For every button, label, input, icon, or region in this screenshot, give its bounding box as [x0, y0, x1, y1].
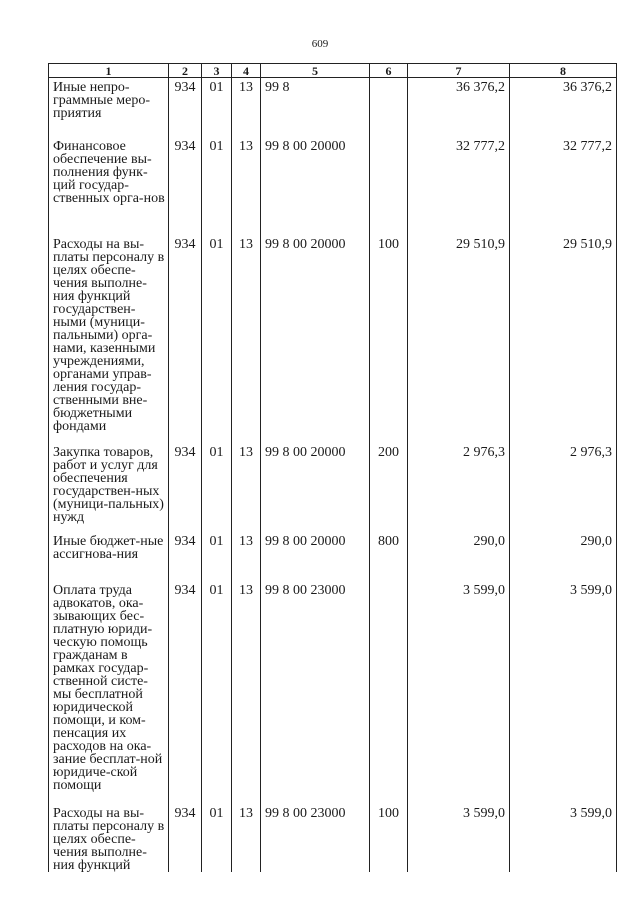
target-article-code: 99 8 00 20000	[261, 235, 370, 443]
section-code: 01	[202, 235, 232, 443]
expense-type-code: 100	[370, 235, 408, 443]
subsection-code: 13	[232, 235, 261, 443]
amount-col8: 36 376,2	[510, 78, 617, 138]
amount-col8: 32 777,2	[510, 137, 617, 235]
expense-type-code: 800	[370, 532, 408, 581]
row-name: Расходы на вы-платы персоналу в целях обеспе-чения выполне-ния функций государствен-ными (муници-пальными) орга-нами, казенными учреждениями, органами управ-ления государ-ственными вне-бюджетными фондами	[49, 235, 169, 443]
amount-col7: 36 376,2	[408, 78, 510, 138]
column-header: 2	[169, 64, 202, 78]
amount-col7: 32 777,2	[408, 137, 510, 235]
section-code: 01	[202, 532, 232, 581]
row-name: Оплата труда адвокатов, ока-зывающих бес-платную юриди-ческую помощь гражданам в рамках государ-ственной систе-мы бесплатной юридической помощи, и ком-пенсация их расходов на ока-зание бесплат-ной юридиче-ской помощи	[49, 581, 169, 804]
column-header: 8	[510, 64, 617, 78]
expense-type-code	[370, 581, 408, 804]
table-row	[49, 235, 617, 443]
column-header: 4	[232, 64, 261, 78]
row-name: Расходы на вы-платы персоналу в целях обеспе-чения выполне-ния функций	[49, 804, 169, 872]
section-code: 01	[202, 804, 232, 872]
table-row	[49, 443, 617, 532]
header-row	[49, 64, 617, 78]
target-article-code: 99 8 00 23000	[261, 581, 370, 804]
section-code: 01	[202, 137, 232, 235]
target-article-code: 99 8 00 23000	[261, 804, 370, 872]
column-header: 6	[370, 64, 408, 78]
section-code: 01	[202, 78, 232, 138]
budget-table	[48, 63, 617, 872]
table-row	[49, 804, 617, 872]
column-header: 5	[261, 64, 370, 78]
expense-type-code: 100	[370, 804, 408, 872]
amount-col7: 290,0	[408, 532, 510, 581]
target-article-code: 99 8	[261, 78, 370, 138]
amount-col8: 2 976,3	[510, 443, 617, 532]
row-name: Закупка товаров, работ и услуг для обеспечения государствен-ных (муници-пальных) нужд	[49, 443, 169, 532]
table-row	[49, 532, 617, 581]
row-name: Иные бюджет-ные ассигнова-ния	[49, 532, 169, 581]
target-article-code: 99 8 00 20000	[261, 532, 370, 581]
table-row	[49, 581, 617, 804]
subsection-code: 13	[232, 137, 261, 235]
column-header: 1	[49, 64, 169, 78]
target-article-code: 99 8 00 20000	[261, 137, 370, 235]
section-code: 01	[202, 581, 232, 804]
expense-type-code: 200	[370, 443, 408, 532]
ved-code: 934	[169, 581, 202, 804]
expense-type-code	[370, 137, 408, 235]
ved-code: 934	[169, 532, 202, 581]
column-header: 3	[202, 64, 232, 78]
subsection-code: 13	[232, 532, 261, 581]
ved-code: 934	[169, 443, 202, 532]
scan-edge	[0, 0, 6, 905]
amount-col7: 3 599,0	[408, 581, 510, 804]
table-row	[49, 137, 617, 235]
subsection-code: 13	[232, 804, 261, 872]
ved-code: 934	[169, 235, 202, 443]
row-name: Иные непро-граммные меро-приятия	[49, 78, 169, 138]
subsection-code: 13	[232, 78, 261, 138]
section-code: 01	[202, 443, 232, 532]
page-number: 609	[311, 38, 329, 50]
expense-type-code	[370, 78, 408, 138]
ved-code: 934	[169, 78, 202, 138]
subsection-code: 13	[232, 581, 261, 804]
amount-col8: 3 599,0	[510, 804, 617, 872]
amount-col7: 3 599,0	[408, 804, 510, 872]
amount-col7: 29 510,9	[408, 235, 510, 443]
table-row	[49, 78, 617, 138]
amount-col8: 3 599,0	[510, 581, 617, 804]
target-article-code: 99 8 00 20000	[261, 443, 370, 532]
ved-code: 934	[169, 137, 202, 235]
row-name: Финансовое обеспечение вы-полнения функ-ций государ-ственных орга-нов	[49, 137, 169, 235]
amount-col7: 2 976,3	[408, 443, 510, 532]
ved-code: 934	[169, 804, 202, 872]
amount-col8: 290,0	[510, 532, 617, 581]
amount-col8: 29 510,9	[510, 235, 617, 443]
column-header: 7	[408, 64, 510, 78]
subsection-code: 13	[232, 443, 261, 532]
